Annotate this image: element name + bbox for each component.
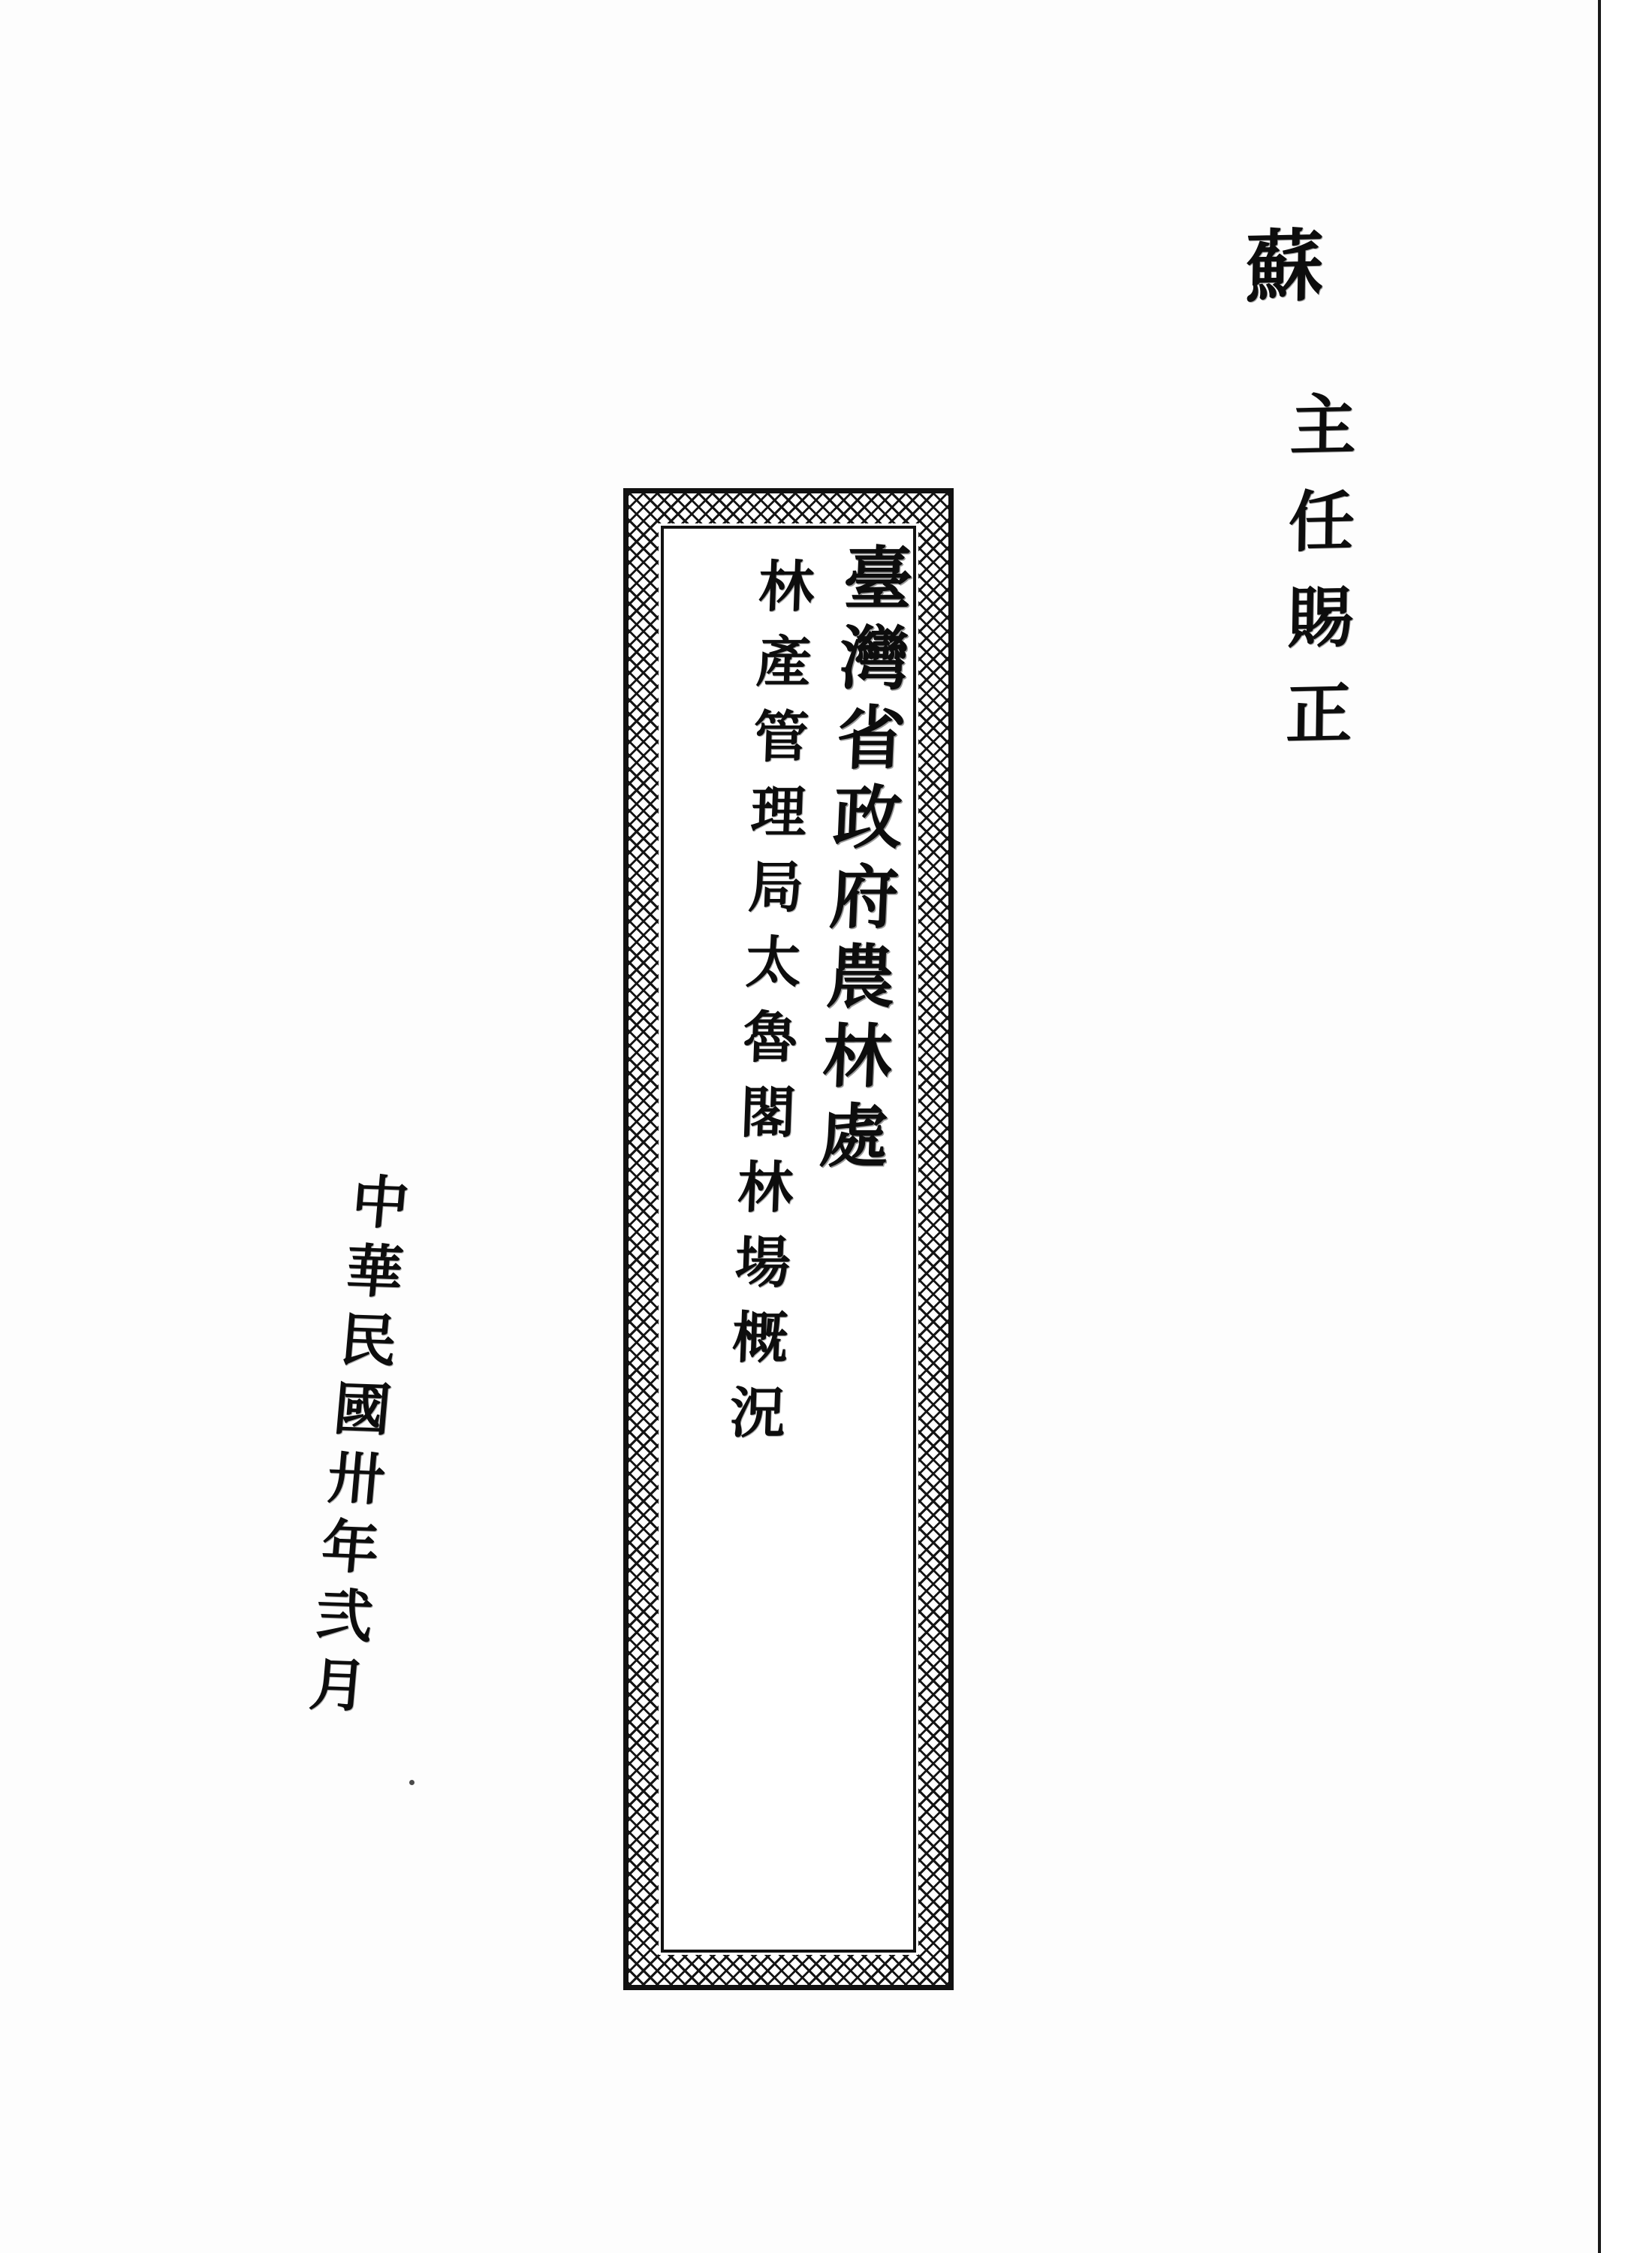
plaque-title-main-text: 臺灣省政府農林處	[806, 542, 915, 1179]
page-margin-area	[1601, 0, 1652, 2253]
dedication-inscription-secondary	[1274, 389, 1358, 856]
dedication-line-2: 主任賜正	[1274, 389, 1358, 777]
plaque-title-sub-column	[719, 557, 815, 1458]
document-date-text: 中華民國卅年弐月	[297, 1171, 412, 1725]
plaque-title-main-column	[806, 542, 915, 1864]
plaque-text-area	[668, 535, 915, 1944]
dedication-line-1: 蘇	[1231, 224, 1325, 330]
document-date	[297, 1171, 412, 1725]
title-plaque	[623, 488, 954, 1990]
plaque-title-sub-text: 林產管理局太魯閣林場概況	[719, 557, 815, 1458]
scan-artifact-speck	[409, 1780, 415, 1785]
